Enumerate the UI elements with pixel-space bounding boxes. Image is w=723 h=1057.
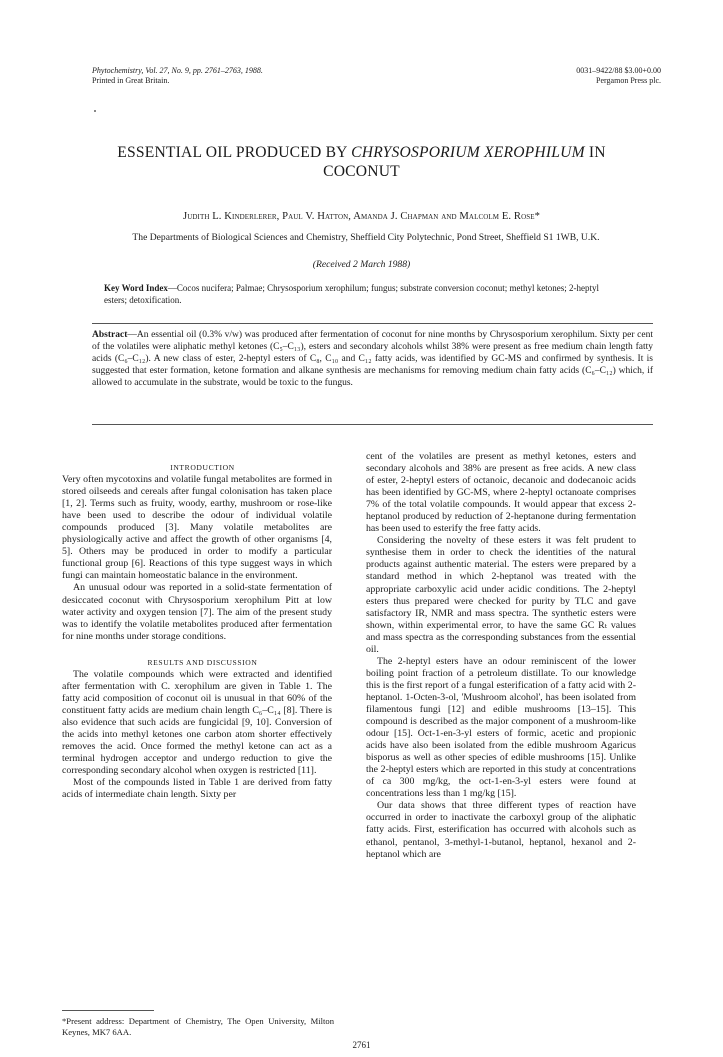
affiliation: The Departments of Biological Sciences and Chemistry, Sheffield City Polytechnic, Pond Street, Sheffield S1 1WB, U.K. xyxy=(132,232,600,243)
keyword-label: Key Word Index xyxy=(104,283,168,293)
journal-header xyxy=(92,66,263,86)
issn-code: 0031–9422/88 $3.00+0.00 xyxy=(576,66,661,75)
speck-mark xyxy=(94,110,96,112)
paper-title xyxy=(70,143,653,181)
results-paragraph-1: The volatile compounds which were extracted and identified after fermentation with C. xerophilum are given in Table 1. The fatty acid composition of coconut oil is unusual in that 60% of the constituent fatty acids are medium chain length C₆–C₁₄ [8]. There is also evidence that such acids are fungicidal [9, 10]. Conversion of the acids into methyl ketones one carbon atom shorter effectively removes the acid. Once formed the methyl ketone can act as a terminal hydrogen acceptor and undergo reduction to give the corresponding secondary alcohol when oxygen is restricted [11]. xyxy=(62,668,332,777)
right-paragraph-1: cent of the volatiles are present as methyl ketones, esters and secondary alcohols and 38% are present as free acids. A new class of ester, 2-heptyl esters of octanoic, decanoic and dodecanoic acids has been identified by GC-MS, where 2-heptyl octanoate comprises 7% of the total volatile compounds. It would appear that excess 2-heptanol produced by reduction of 2-heptanone during fermentation has been used to esterify the free fatty acids. xyxy=(366,451,636,535)
right-column xyxy=(366,451,636,861)
keyword-text: —Cocos nucifera; Palmae; Chrysosporium xerophilum; fungus; substrate conversion coconut; methyl ketones; 2-heptyl esters; detoxification. xyxy=(104,283,600,305)
right-paragraph-3: The 2-heptyl esters have an odour reminiscent of the lower boiling point fraction of a petroleum distillate. To our knowledge this is the first report of a fungal esterification of a fatty acid with 2-heptanol. 1-Octen-3-ol, 'Mushroom alcohol', has been isolated from filamentous fungi [12] and edible mushrooms [13–15]. This compound is described as the major component of a mushroom-like odour [15]. Oct-1-en-3-yl esters of formic, acetic and propionic acids have also been isolated from the edible mushroom Agaricus bisporus as well as other species of edible mushrooms [15]. Unlike the 2-heptyl esters which are reported in this study at concentrations of ca 300 mg/kg, the oct-1-en-3-yl esters were found at concentrations less than 1 mg/kg [15]. xyxy=(366,655,636,800)
footnote: *Present address: Department of Chemistry, The Open University, Milton Keynes, MK7 6AA. xyxy=(62,1016,334,1037)
results-paragraph-2: Most of the compounds listed in Table 1 are derived from fatty acids of intermediate chain length. Sixty per xyxy=(62,777,332,801)
intro-paragraph-1: Very often mycotoxins and volatile fungal metabolites are formed in stored oilseeds and cereals after fungal colonisation has taken place [1, 2]. Terms such as fruity, woody, earthy, mushroom or rose-like have been used to describe the odour of individual volatile compounds produced [3]. Many volatile metabolites are physiologically active and affect the growth of other organisms [4, 5]. Others may be produced in order to modify a particular functional group [6]. Reactions of this type suggest ways in which fungi can maintain homeostatic balance in the environment. xyxy=(62,474,332,582)
intro-paragraph-2: An unusual odour was reported in a solid-state fermentation of desiccated coconut with Chrysosporium xerophilum Pitt at low water activity and oxygen tension [7]. The aim of the present study was to identify the volatile metabolites produced after fermentation for nine months under storage conditions. xyxy=(62,582,332,642)
introduction-heading: INTRODUCTION xyxy=(170,463,235,472)
title-species: CHRYSOSPORIUM XEROPHILUM xyxy=(351,144,585,161)
title-suffix: IN xyxy=(584,144,606,161)
publisher-header xyxy=(576,66,661,86)
page-number: 2761 xyxy=(352,1040,371,1050)
abstract-bottom-rule xyxy=(92,424,653,425)
abstract xyxy=(92,329,653,389)
abstract-label: Abstract xyxy=(92,330,128,340)
abstract-top-rule xyxy=(92,323,653,324)
abstract-text: —An essential oil (0.3% v/w) was produced after fermentation of coconut for nine months by Chrysosporium xerophilum. Sixty per cent of the volatiles were aliphatic methyl ketones (C₅–C₁₃), esters and secondary alcohols whilst 38% were present as free medium chain length fatty acids (C₆–C₁₂). A new class of ester, 2-heptyl esters of C₈, C₁₀ and C₁₂ fatty acids, was identified by GC-MS and confirmed by synthesis. It is suggested that ester formation, ketone formation and alkane synthesis are mechanisms for removing medium chain fatty acids (C₆–C₁₂) which, if allowed to accumulate in the substrate, would be toxic to the fungus. xyxy=(92,330,653,389)
left-column xyxy=(62,462,332,801)
right-paragraph-2: Considering the novelty of these esters it was felt prudent to synthesise them in order to check the identities of the natural products against authentic material. The esters were prepared by a standard method in which 2-heptanol was treated with the appropriate carboxylic acid under acidic conditions. The 2-heptyl esters thus prepared were checked for purity by TLC and gave satisfactory IR, NMR and mass spectra. The synthetic esters were shown, within experimental error, to have the same GC Rₜ values and mass spectra as the corresponding substances from the essential oil. xyxy=(366,535,636,655)
title-prefix: ESSENTIAL OIL PRODUCED BY xyxy=(117,144,352,161)
printed-in: Printed in Great Britain. xyxy=(92,76,170,85)
footnote-rule xyxy=(62,1010,154,1011)
title-line2: COCONUT xyxy=(323,163,400,180)
right-paragraph-4: Our data shows that three different types of reaction have occurred in order to inactivate the carboxyl group of the aliphatic fatty acids. First, esterification has occurred with alcohols such as ethanol, pentanol, 3-methyl-1-butanol, heptanol, hexanol and 2-heptanol which are xyxy=(366,800,636,860)
publisher: Pergamon Press plc. xyxy=(596,76,661,85)
received-date: (Received 2 March 1988) xyxy=(312,259,411,270)
results-heading: RESULTS AND DISCUSSION xyxy=(147,657,258,667)
keyword-index xyxy=(104,282,616,306)
journal-citation: Phytochemistry, Vol. 27, No. 9, pp. 2761–2763, 1988. xyxy=(92,66,263,75)
authors: Judith L. Kinderlerer, Paul V. Hatton, Amanda J. Chapman and Malcolm E. Rose* xyxy=(182,211,540,222)
